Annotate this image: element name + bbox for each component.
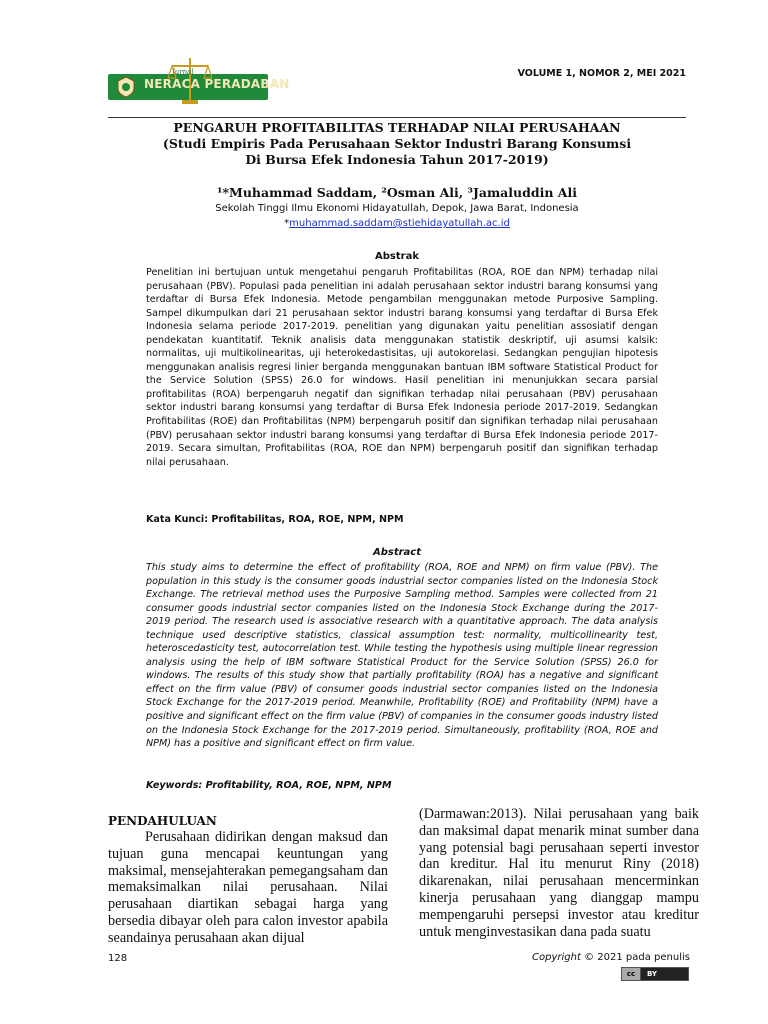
abstract-keywords: Keywords: Profitability, ROA, ROE, NPM, NPM xyxy=(146,780,392,791)
paper-title-line-2: (Studi Empiris Pada Perusahaan Sektor Industri Barang Konsumsi xyxy=(162,136,632,151)
abstract-heading: Abstract xyxy=(372,547,422,558)
by-label: BY xyxy=(646,970,658,978)
affiliation: Sekolah Tinggi Ilmu Ekonomi Hidayatullah, Depok, Jawa Barat, Indonesia xyxy=(215,203,579,214)
email-marker: * xyxy=(284,218,290,229)
author-list: ¹*Muhammad Saddam, ²Osman Ali, ³Jamaluddin Ali xyxy=(217,185,577,200)
journal-logo xyxy=(108,56,290,108)
copyright-notice xyxy=(532,952,690,963)
intro-right-column: (Darmawan:2013). Nilai perusahaan yang baik dan maksimal dapat menarik minat sumber dana yang potensial bagi perusahaan seperti investor dan kreditur. Hal itu menurut Riny (2018) dikarenakan, nilai perusahaan mencerminkan kinerja perusahaan yang dianggap mampu mempengaruhi persepsi investor atau kreditur untuk menginvestasikan dana pada suatu xyxy=(419,806,699,940)
copyright-label: Copyright xyxy=(532,952,581,963)
abstract-body: This study aims to determine the effect of profitability (ROA, ROE and NPM) on firm value (PBV). The population in this study is the consumer goods industrial sector companies listed on the Indonesia Stock Exchange. The retrieval method uses the Purposive Sampling method. Samples were collected from 21 consumer goods industrial sector companies listed on the Indonesia Stock Exchange during the 2017-2019 period. The research used is associative research with a quantitative approach. The data analysis technique used descriptive statistics, classical assumption test: normality, multicollinearity test, heteroscedasticity test, autocorrelation test. While testing the hypothesis using multiple linear regression analysis using the help of IBM software Statistical Product for the Service Solution (SPSS) 26.0 for windows. The results of this study show that partially profitability (ROA) has a negative and significant effect on the firm value (PBV) of consumer goods industrial sector companies listed on the Indonesia Stock Exchange for the 2017-2019 period. Meanwhile, Profitability (ROE) and Profitability (NPM) have a positive and significant effect on the firm value (PBV) of companies in the consumer goods industry listed on the Indonesia Stock Exchange for the 2017-2019 period. Simultaneously, profitability (ROA, ROE and NPM) has a positive and significant effect on firm value. xyxy=(146,562,658,750)
copyright-text: © 2021 pada penulis xyxy=(584,952,690,963)
paper-title-line-1: PENGARUH PROFITABILITAS TERHADAP NILAI PERUSAHAAN xyxy=(173,120,621,135)
cc-license-badge xyxy=(621,967,689,981)
section-heading-introduction: PENDAHULUAN xyxy=(108,814,217,828)
logo-subtitle: Jurnal xyxy=(172,68,194,76)
email-link[interactable]: muhammad.saddam@stiehidayatullah.ac.id xyxy=(289,218,510,229)
abstrak-heading: Abstrak xyxy=(375,251,419,262)
intro-left-column: Perusahaan didirikan dengan maksud dan tujuan guna mencapai keuntungan yang maksimal, mensejahterakan pemegangsaham dan memaksimalkan nilai perusahaan. Nilai perusahaan diartikan sebagai harga yang bersedia dibayar oleh para calon investor apabila seandainya perusahaan akan dijual xyxy=(108,829,388,946)
emblem-icon xyxy=(116,76,136,98)
volume-label: VOLUME 1, NOMOR 2, MEI 2021 xyxy=(517,68,686,79)
cc-icon: cc xyxy=(622,968,641,980)
page-number: 128 xyxy=(108,953,128,964)
author-email xyxy=(108,218,686,229)
header-divider xyxy=(108,117,686,118)
paper-title-line-3: Di Bursa Efek Indonesia Tahun 2017-2019) xyxy=(245,152,549,167)
abstrak-keywords: Kata Kunci: Profitabilitas, ROA, ROE, NPM, NPM xyxy=(146,514,404,525)
abstrak-body: Penelitian ini bertujuan untuk mengetahui pengaruh Profitabilitas (ROA, ROE dan NPM) terhadap nilai perusahaan (PBV). Populasi pada penelitian ini adalah perusahaan sektor industri barang konsumsi yang terdaftar di Bursa Efek Indonesia. Metode pengambilan menggunakan metode Purposive Sampling. Sampel dikumpulkan dari 21 perusahaan sektor industri barang konsumsi yang terdaftar di Bursa Efek Indonesia selama periode 2017-2019. penelitian yang digunakan yaitu penelitian assosiatif dengan pendekatan kuantitatif. Teknik analisis data menggunakan statistik deskriptif, uji asumsi kalsik: normalitas, uji multikolinearitas, uji heterokedastisitas, uji autokorelasi. Sedangkan pengujian hipotesis menggunakan analisis regresi linier berganda menggunakan bantuan IBM software Statistical Product for the Service Solution (SPSS) 26.0 for windows. Hasil penelitian ini menunjukkan secara parsial profitabilitas (ROA) berpengaruh negatif dan signifikan terhadap nilai perusahaan (PBV) perusahaan sektor industri barang konsumsi yang terdaftar di Bursa Efek Indonesia periode 2017-2019. Sedangkan Profitabilitas (ROE) dan Profitabilitas (NPM) berpengaruh positif dan signifikan terhadap nilai perusahaan (PBV) perusahaan sektor industri barang konsumsi yang terdaftar di Bursa Efek Indonesia periode 2017-2019. Secara simultan, Profitabilitas (ROA, ROE dan NPM) berpengaruh positif dan signifikan terhadap nilai perusahaan. xyxy=(146,267,658,468)
logo-title: NERACA PERADABAN xyxy=(144,77,290,91)
